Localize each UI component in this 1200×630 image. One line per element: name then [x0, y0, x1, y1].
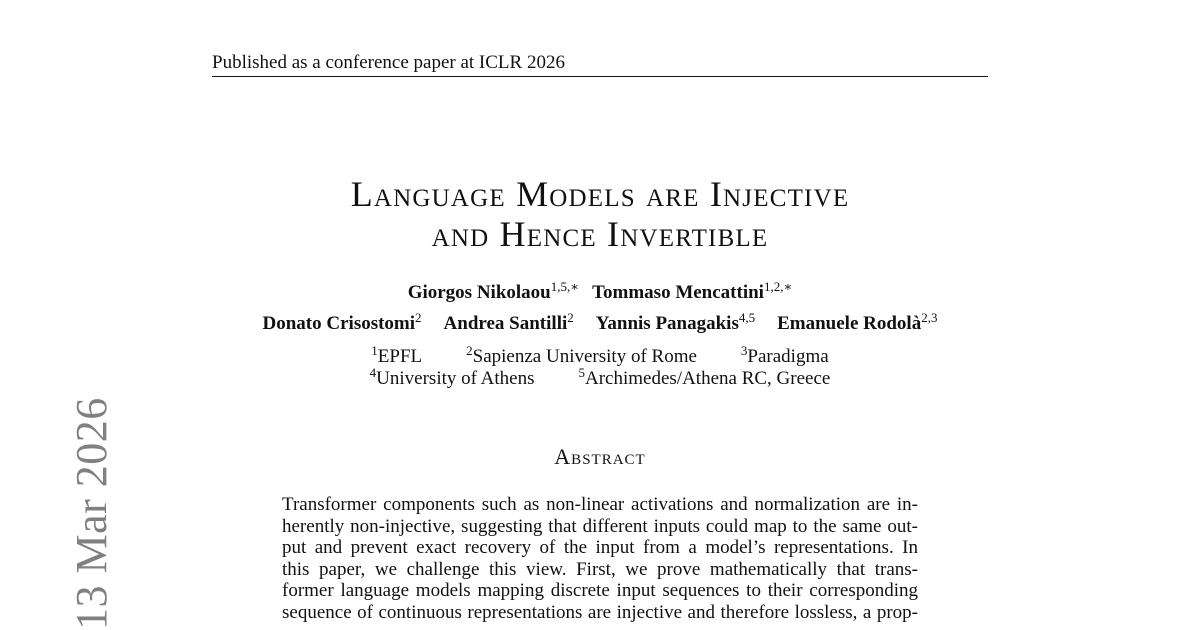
- affiliation: [578, 365, 831, 390]
- author: [407, 279, 580, 304]
- author-name: Donato Crisostomi: [262, 313, 416, 334]
- affiliation-number: 3: [740, 343, 748, 358]
- author-affiliation-marker: 4,5: [738, 310, 756, 325]
- author-name: Tommaso Mencattini: [592, 282, 764, 303]
- author: [262, 310, 422, 335]
- author: [443, 310, 574, 335]
- author: [777, 310, 938, 335]
- affiliation-number: 5: [578, 365, 585, 380]
- author-affiliation-marker: 2: [567, 310, 574, 325]
- affiliation-number: 2: [466, 343, 473, 358]
- author-name: Giorgos Nikolaou: [407, 282, 551, 303]
- author-name: Yannis Panagakis: [595, 313, 739, 334]
- affiliation-name: EPFL: [377, 346, 423, 367]
- author-affiliation-marker: 1,5,∗: [550, 279, 580, 294]
- authors-row-1: [0, 279, 1200, 304]
- author-name: Andrea Santilli: [443, 313, 568, 334]
- abstract-line: Transformer components such as non-linear activations and normalization are in-: [282, 494, 918, 515]
- running-header: Published as a conference paper at ICLR 2026: [212, 52, 565, 73]
- abstract-line: former language models mapping discrete input sequences to their corresponding: [282, 580, 918, 601]
- author-affiliation-marker: 1,2,∗: [763, 279, 793, 294]
- abstract-line: sequence of continuous representations are injective and therefore lossless, a prop-: [282, 601, 918, 623]
- author: [592, 279, 793, 304]
- abstract-heading: Abstract: [554, 444, 646, 469]
- affiliation-name: University of Athens: [376, 368, 535, 389]
- affiliations-row-1: [0, 343, 1200, 368]
- arxiv-sidebar-date: 13 Mar 2026: [67, 397, 116, 630]
- paper-title-line-1: Language Models are Injective: [350, 174, 850, 214]
- author: [595, 310, 756, 335]
- abstract-line: put and prevent exact recovery of the input from a model’s representations. In: [282, 537, 918, 558]
- affiliation-number: 4: [369, 365, 377, 380]
- author-affiliation-marker: 2: [415, 310, 422, 325]
- affiliation-name: Paradigma: [747, 346, 829, 367]
- authors-row-2: [0, 310, 1200, 335]
- affiliation-number: 1: [371, 343, 378, 358]
- affiliation: [371, 343, 423, 368]
- author-name: Emanuele Rodolà: [777, 313, 922, 334]
- affiliation: [740, 343, 829, 368]
- affiliation-name: Sapienza University of Rome: [472, 346, 697, 367]
- author-affiliation-marker: 2,3: [921, 310, 938, 325]
- affiliations-row-2: [0, 365, 1200, 390]
- abstract-body: [282, 494, 918, 623]
- abstract-line: this paper, we challenge this view. First, we prove mathematically that trans-: [282, 558, 918, 580]
- affiliation-name: Archimedes/Athena RC, Greece: [585, 368, 831, 389]
- header-rule: [212, 76, 988, 77]
- abstract-line: herently non-injective, suggesting that different inputs could map to the same out-: [282, 515, 918, 537]
- paper-title-line-2: and Hence Invertible: [431, 214, 769, 254]
- affiliation: [369, 365, 535, 390]
